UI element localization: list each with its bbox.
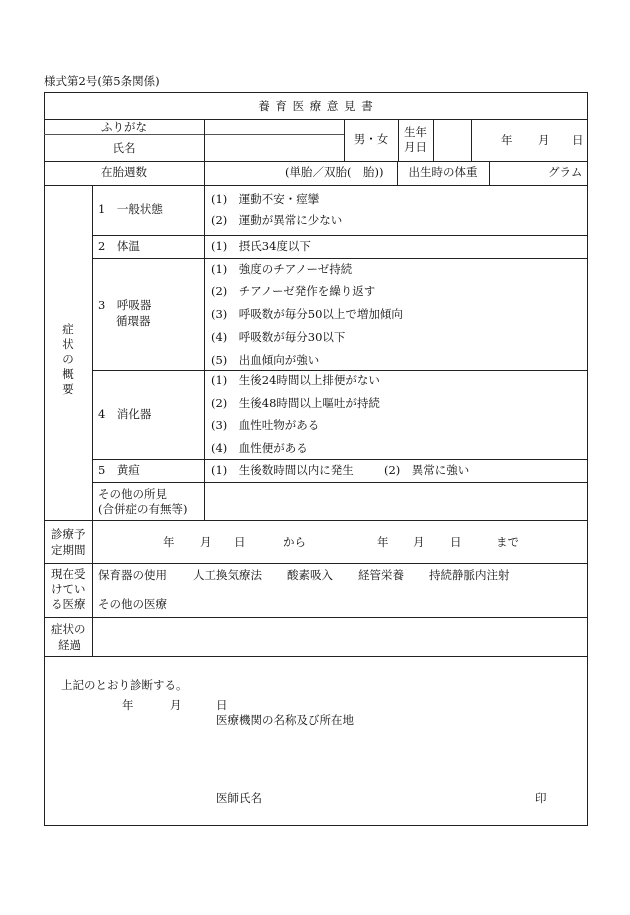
divider <box>204 161 205 185</box>
divider <box>92 370 588 371</box>
diagnosis-statement: 上記のとおり診断する。 <box>61 678 188 692</box>
care-incubator[interactable]: 保育器の使用 <box>98 568 167 582</box>
period-start-day: 日 <box>234 535 246 549</box>
other-findings-sublabel: (合併症の有無等) <box>98 502 188 516</box>
name-label: 氏名 <box>112 141 136 155</box>
care-other-label: その他の医療 <box>98 597 167 611</box>
period-from: から <box>283 535 306 549</box>
jaundice-label: 5 黄疸 <box>98 463 140 477</box>
treatment-period-label: 診療予 <box>51 527 86 541</box>
general-item-1[interactable]: (1) 運動不安・痙攣 <box>211 192 320 206</box>
respiratory-item-4[interactable]: (4) 呼吸数が毎分30以下 <box>211 330 346 344</box>
general-item-2[interactable]: (2) 運動が異常に少ない <box>211 213 343 227</box>
divider <box>92 459 588 460</box>
divider <box>44 520 588 521</box>
divider <box>92 258 588 259</box>
care-iv-infusion[interactable]: 持続静脈内注射 <box>429 568 510 582</box>
digestive-item-3[interactable]: (3) 血性吐物がある <box>211 418 320 432</box>
seal-mark: 印 <box>535 791 547 805</box>
digestive-item-1[interactable]: (1) 生後24時間以上排便がない <box>211 373 380 387</box>
progress-label: 経過 <box>58 638 81 652</box>
divider <box>44 161 588 162</box>
digestive-item-2[interactable]: (2) 生後48時間以上嘔吐が持続 <box>211 396 380 410</box>
birthdate-era-field[interactable] <box>433 122 471 158</box>
sex-selector[interactable]: 男・女 <box>353 132 389 146</box>
treatment-period-label: 定期間 <box>51 543 86 557</box>
birthdate-label: 生年 <box>404 125 427 139</box>
current-care-label: けてい <box>51 582 86 596</box>
period-until: まで <box>496 535 519 549</box>
diagnosis-month: 月 <box>170 698 182 712</box>
care-oxygen[interactable]: 酸素吸入 <box>287 568 333 582</box>
furigana-field[interactable] <box>204 122 344 134</box>
period-end-year: 年 <box>377 535 389 549</box>
divider <box>44 563 588 564</box>
digestive-label: 4 消化器 <box>98 407 152 421</box>
gestation-label: 在胎週数 <box>101 165 147 179</box>
form-title: 養 育 医 療 意 見 書 <box>258 99 374 113</box>
divider <box>44 185 588 186</box>
digestive-item-4[interactable]: (4) 血性便がある <box>211 441 308 455</box>
furigana-label: ふりがな <box>101 120 147 134</box>
care-ventilation[interactable]: 人工換気療法 <box>193 568 262 582</box>
respiratory-item-3[interactable]: (3) 呼吸数が毎分50以上で増加傾向 <box>211 307 403 321</box>
birth-month-label: 月 <box>538 133 550 147</box>
furigana-divider <box>44 134 344 135</box>
form-label: 様式第2号(第5条関係) <box>44 74 160 88</box>
respiratory-item-5[interactable]: (5) 出血傾向が強い <box>211 353 320 367</box>
temperature-label: 2 体温 <box>98 239 140 253</box>
birth-type-selector[interactable]: (単胎／双胎( 胎)) <box>285 165 384 179</box>
general-condition-label: 1 一般状態 <box>98 202 163 216</box>
symptoms-section-label: 症状の概要 <box>62 322 74 396</box>
divider <box>398 119 399 161</box>
institution-label: 医療機関の名称及び所在地 <box>216 713 354 727</box>
jaundice-item-2[interactable]: (2) 異常に強い <box>384 463 470 477</box>
current-care-label: る医療 <box>51 597 86 611</box>
divider <box>471 119 472 161</box>
period-end-day: 日 <box>450 535 462 549</box>
temperature-item-1[interactable]: (1) 摂氏34度以下 <box>211 239 311 253</box>
name-field[interactable] <box>204 136 344 160</box>
birth-year-label: 年 <box>501 133 513 147</box>
jaundice-item-1[interactable]: (1) 生後数時間以内に発生 <box>211 463 354 477</box>
birth-weight-label: 出生時の体重 <box>408 165 478 179</box>
divider <box>92 235 588 236</box>
period-start-year: 年 <box>163 535 175 549</box>
divider <box>44 656 588 657</box>
respiratory-label: 3 呼吸器 <box>98 298 152 312</box>
current-care-label: 現在受 <box>51 567 86 581</box>
diagnosis-year: 年 <box>122 698 134 712</box>
respiratory-item-2[interactable]: (2) チアノーゼ発作を繰り返す <box>211 284 376 298</box>
divider <box>489 161 490 185</box>
diagnosis-day: 日 <box>216 698 228 712</box>
period-start-month: 月 <box>200 535 212 549</box>
circulatory-label: 循環器 <box>116 314 151 328</box>
weight-unit: グラム <box>548 165 583 179</box>
other-findings-field[interactable] <box>205 483 587 519</box>
birth-day-label: 日 <box>572 133 584 147</box>
other-findings-label: その他の所見 <box>98 487 167 501</box>
care-tube-feeding[interactable]: 経管栄養 <box>358 568 404 582</box>
doctor-name-label: 医師氏名 <box>216 791 262 805</box>
progress-label: 症状の <box>51 622 86 636</box>
period-end-month: 月 <box>413 535 425 549</box>
birthdate-label: 月日 <box>404 140 427 154</box>
respiratory-item-1[interactable]: (1) 強度のチアノーゼ持続 <box>211 262 353 276</box>
progress-field[interactable] <box>93 618 587 655</box>
